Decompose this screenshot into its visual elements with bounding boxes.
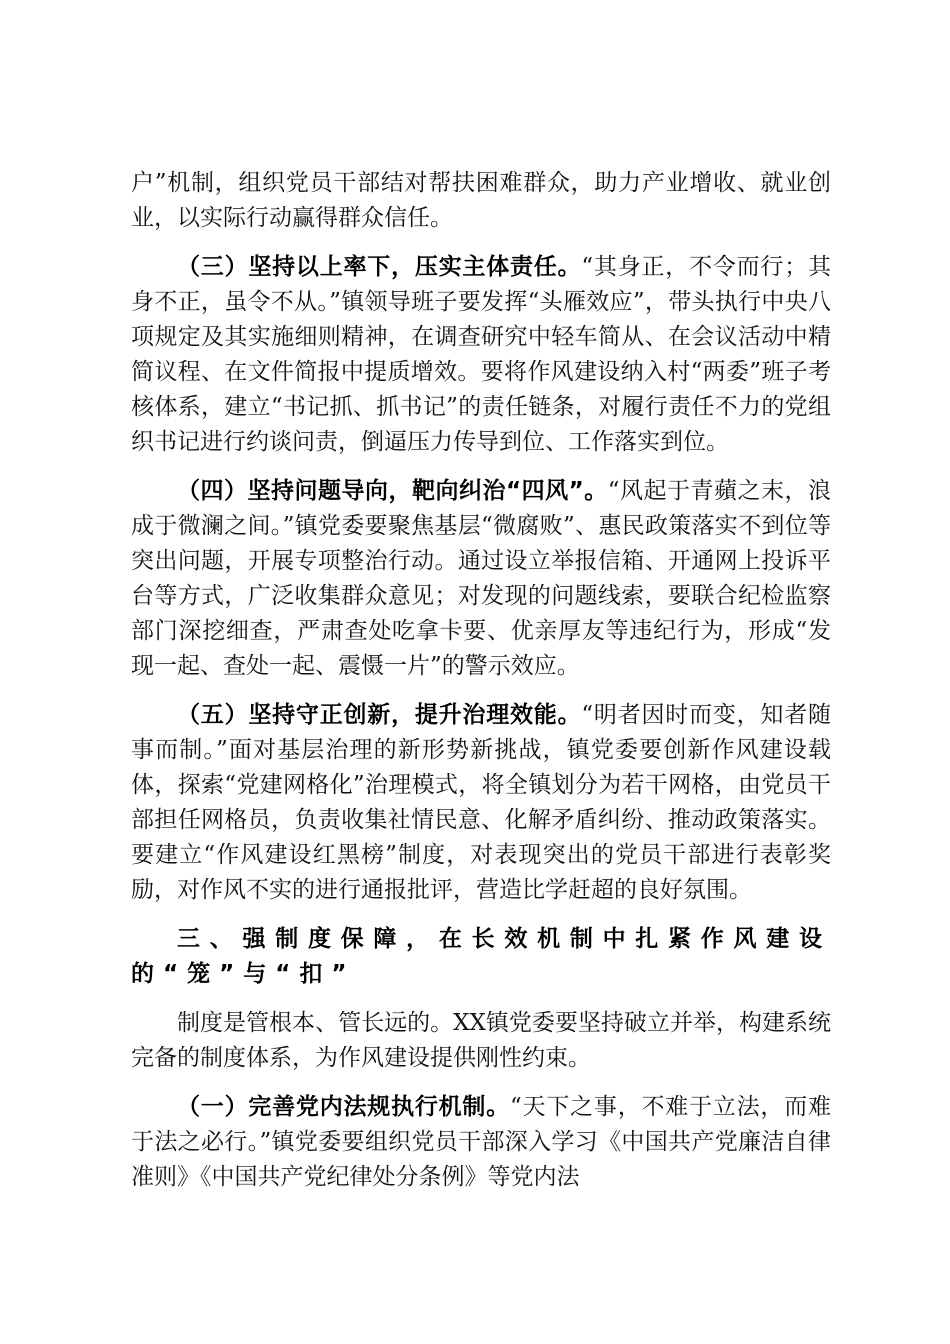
paragraph-point-one xyxy=(131,1090,831,1195)
paragraph-point-three xyxy=(131,250,831,460)
paragraph-lead: （五）坚持守正创新，提升治理效能。 xyxy=(177,702,582,728)
paragraph-lead: （三）坚持以上率下，压实主体责任。 xyxy=(177,254,582,280)
document-body xyxy=(131,166,831,1209)
paragraph-text: “风起于青蘋之末，浪成于微澜之间。”镇党委要聚焦基层“微腐败”、惠民政策落实不到位等突出问题，开展专项整治行动。通过设立举报信箱、开通网上投诉平台等方式，广泛收集群众意见；对发现的问题线索，要联合纪检监察部门深挖细查，严肃查处吃拿卡要、优亲厚友等违纪行为，形成“发现一起、查处一起、震慑一片”的警示效应。 xyxy=(131,478,831,679)
paragraph-text: “明者因时而变，知者随事而制。”面对基层治理的新形势新挑战，镇党委要创新作风建设载体，探索“党建网格化”治理模式，将全镇划分为若干网格，由党员干部担任网格员，负责收集社情民意、化解矛盾纠纷、推动政策落实。要建立“作风建设红黑榜”制度，对表现突出的党员干部进行表彰奖励，对作风不实的进行通报批评，营造比学赶超的良好氛围。 xyxy=(131,702,831,903)
paragraph-point-four xyxy=(131,474,831,684)
section-heading: 三、强制度保障，在长效机制中扎紧作风建设的“笼”与“扣” xyxy=(131,926,831,987)
paragraph-lead: （一）完善党内法规执行机制。 xyxy=(177,1094,511,1120)
paragraph-text: 户”机制，组织党员干部结对帮扶困难群众，助力产业增收、就业创业，以实际行动赢得群众信任。 xyxy=(131,170,831,231)
section-intro: 制度是管根本、管长远的。XX镇党委要坚持破立并举，构建系统完备的制度体系，为作风建设提供刚性约束。 xyxy=(131,1010,831,1071)
paragraph-text: “天下之事，不难于立法，而难于法之必行。”镇党委要组织党员干部深入学习《中国共产党廉洁自律准则》《中国共产党纪律处分条例》等党内法 xyxy=(131,1094,831,1190)
paragraph-lead: （四）坚持问题导向，靶向纠治“四风”。 xyxy=(177,478,608,504)
paragraph-continued xyxy=(131,166,831,236)
paragraph-point-five xyxy=(131,698,831,908)
paragraph-text: “其身正，不令而行；其身不正，虽令不从。”镇领导班子要发挥“头雁效应”，带头执行中央八项规定及其实施细则精神，在调查研究中轻车简从、在会议活动中精简议程、在文件简报中提质增效。要将作风建设纳入村“两委”班子考核体系，建立“书记抓、抓书记”的责任链条，对履行责任不力的党组织书记进行约谈问责，倒逼压力传导到位、工作落实到位。 xyxy=(131,254,831,455)
